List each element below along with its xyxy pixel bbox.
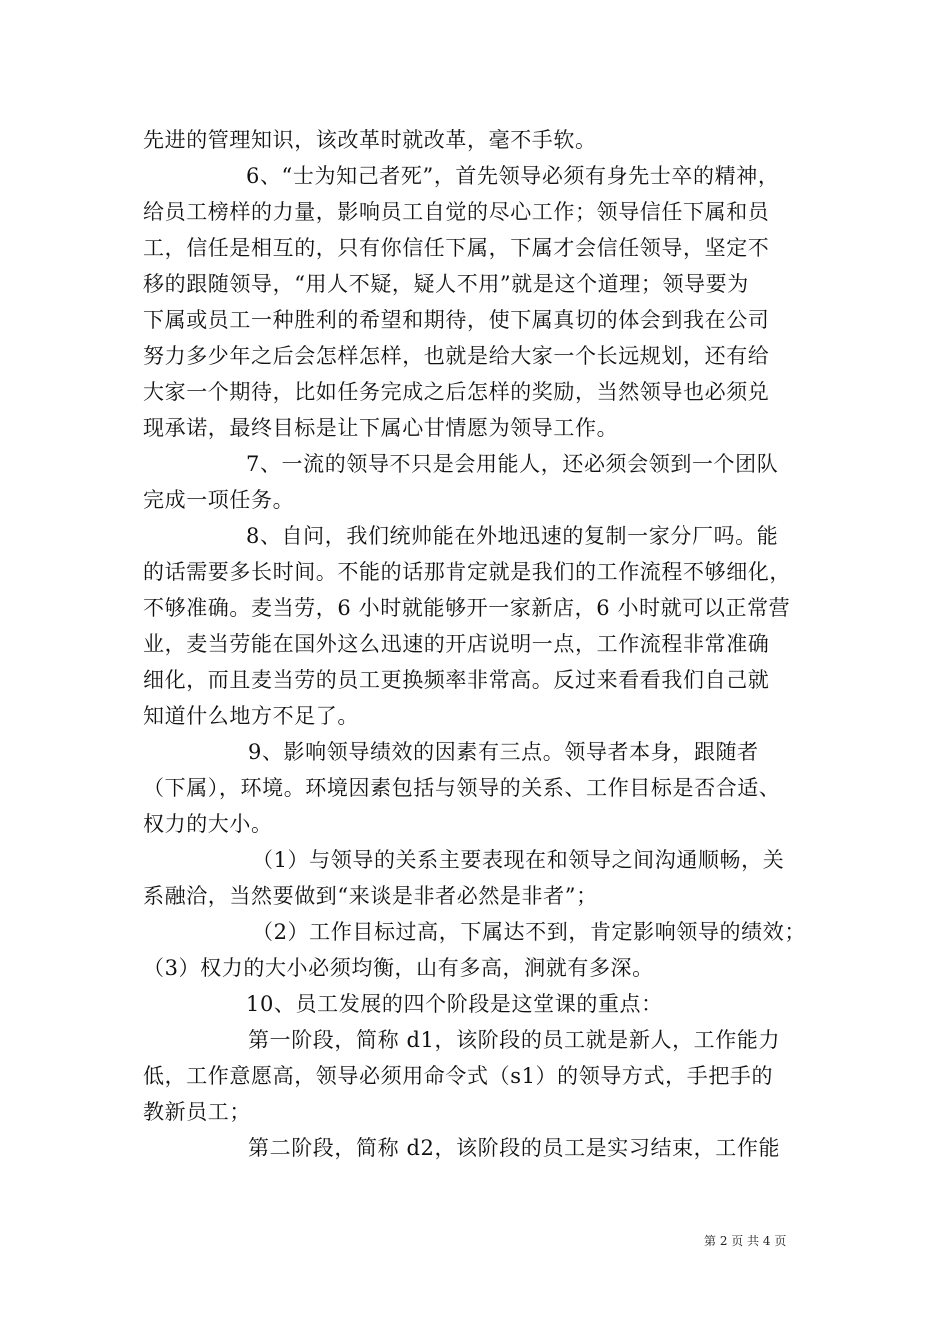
- text-line-20: 权力的大小。: [143, 812, 273, 836]
- text-line-28: 教新员工；: [143, 1100, 251, 1124]
- text-line-23: （2）工作目标过高，下属达不到，肯定影响领导的绩效；: [252, 920, 806, 944]
- text-line-12: 8、自问，我们统帅能在外地迅速的复制一家分厂吗。能: [246, 524, 779, 548]
- text-line-22: 系融洽，当然要做到“来谈是非者必然是非者”；: [143, 884, 598, 908]
- text-line-26: 第一阶段，简称 d1，该阶段的员工就是新人，工作能力: [248, 1028, 781, 1052]
- text-line-18: 9、影响领导绩效的因素有三点。领导者本身，跟随者: [248, 740, 759, 764]
- text-line-24: （3）权力的大小必须均衡，山有多高，涧就有多深。: [143, 956, 654, 980]
- text-line-1: 先进的管理知识，该改革时就改革，毫不手软。: [143, 128, 597, 152]
- text-line-9: 现承诺，最终目标是让下属心甘情愿为领导工作。: [143, 416, 619, 440]
- text-line-6: 下属或员工一种胜利的希望和期待，使下属真切的体会到我在公司: [143, 308, 770, 332]
- text-line-10: 7、一流的领导不只是会用能人，还必须会领到一个团队: [246, 452, 779, 476]
- text-line-7: 努力多少年之后会怎样怎样，也就是给大家一个长远规划，还有给: [143, 344, 770, 368]
- text-line-17: 知道什么地方不足了。: [143, 704, 359, 728]
- text-line-3: 给员工榜样的力量，影响员工自觉的尽心工作；领导信任下属和员: [143, 200, 770, 224]
- text-line-21: （1）与领导的关系主要表现在和领导之间沟通顺畅，关: [252, 848, 785, 872]
- page-number-footer: 第 2 页 共 4 页: [704, 1234, 787, 1248]
- text-line-4: 工，信任是相互的，只有你信任下属，下属才会信任领导，坚定不: [143, 236, 770, 260]
- text-line-16: 细化，而且麦当劳的员工更换频率非常高。反过来看看我们自己就: [143, 668, 770, 692]
- text-line-25: 10、员工发展的四个阶段是这堂课的重点：: [246, 992, 663, 1016]
- text-line-13: 的话需要多长时间。不能的话那肯定就是我们的工作流程不够细化，: [143, 560, 791, 584]
- text-line-19: （下属），环境。环境因素包括与领导的关系、工作目标是否合适、: [143, 776, 781, 800]
- text-line-8: 大家一个期待，比如任务完成之后怎样的奖励，当然领导也必须兑: [143, 380, 770, 404]
- text-line-15: 业，麦当劳能在国外这么迅速的开店说明一点，工作流程非常准确: [143, 632, 770, 656]
- text-line-14: 不够准确。麦当劳，6 小时就能够开一家新店，6 小时就可以正常营: [143, 596, 791, 620]
- text-line-29: 第二阶段，简称 d2，该阶段的员工是实习结束，工作能: [248, 1136, 781, 1160]
- text-line-11: 完成一项任务。: [143, 488, 295, 512]
- text-line-27: 低，工作意愿高，领导必须用命令式（s1）的领导方式，手把手的: [143, 1064, 774, 1088]
- text-line-5: 移的跟随领导，“用人不疑，疑人不用”就是这个道理；领导要为: [143, 272, 749, 296]
- text-line-2: 6、“士为知己者死”，首先领导必须有身先士卒的精神，: [246, 164, 780, 188]
